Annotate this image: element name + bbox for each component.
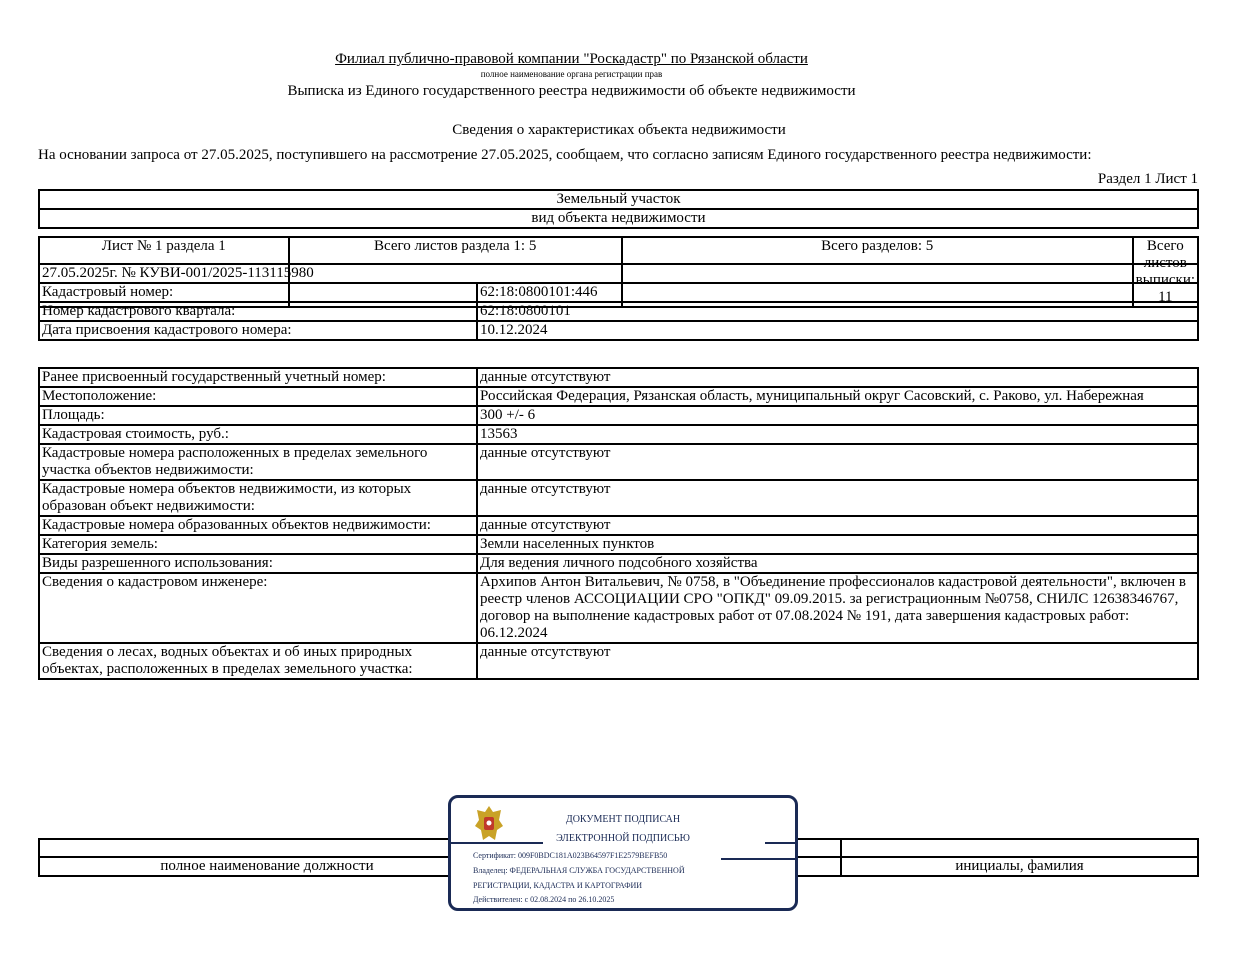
name-caption: инициалы, фамилия — [841, 857, 1198, 876]
field-label: Площадь: — [39, 406, 477, 425]
field-label: Сведения о лесах, водных объектах и об иных природных объектах, расположенных в пределах земельного участка: — [39, 643, 477, 679]
position-caption: полное наименование должности — [39, 857, 495, 876]
stamp-line2: ЭЛЕКТРОННОЙ ПОДПИСЬЮ — [556, 833, 690, 844]
field-label: Сведения о кадастровом инженере: — [39, 573, 477, 643]
sections-total: Всего разделов: 5 — [622, 237, 1133, 307]
field-label: Кадастровый номер: — [39, 283, 477, 302]
field-value: Российская Федерация, Рязанская область, муниципальный округ Сасовский, с. Раково, ул. Набережная — [477, 387, 1198, 406]
stamp-owner: Владелец: ФЕДЕРАЛЬНАЯ СЛУЖБА ГОСУДАРСТВЕННОЙ — [473, 866, 685, 875]
field-label: Виды разрешенного использования: — [39, 554, 477, 573]
field-value: 13563 — [477, 425, 1198, 444]
section-title: Сведения о характеристиках объекта недвижимости — [452, 122, 786, 138]
stamp-validity: Действителен: с 02.08.2024 по 26.10.2025 — [473, 895, 615, 904]
stamp-rule — [765, 842, 795, 844]
field-label: Категория земель: — [39, 535, 477, 554]
name-cell — [841, 839, 1198, 857]
object-type-table — [38, 189, 1199, 229]
section-sheets-total: Всего листов раздела 1: 5 — [289, 237, 622, 307]
cadastral-quarter: 62:18:0800101 — [477, 302, 1198, 321]
field-value: Земли населенных пунктов — [477, 535, 1198, 554]
field-label: Ранее присвоенный государственный учетный номер: — [39, 368, 477, 387]
field-label: Кадастровая стоимость, руб.: — [39, 425, 477, 444]
field-label: Дата присвоения кадастрового номера: — [39, 321, 477, 340]
field-label: Кадастровые номера объектов недвижимости, из которых образован объект недвижимости: — [39, 480, 477, 516]
stamp-owner: РЕГИСТРАЦИИ, КАДАСТРА И КАРТОГРАФИИ — [473, 881, 643, 890]
assignment-date: 10.12.2024 — [477, 321, 1198, 340]
org-name: Филиал публично-правовой компании "Роскадастр" по Рязанской области — [335, 51, 808, 67]
characteristics-table — [38, 367, 1199, 680]
org-caption: полное наименование органа регистрации прав — [480, 69, 663, 79]
field-label: Местоположение: — [39, 387, 477, 406]
field-value: данные отсутствуют — [477, 516, 1198, 535]
field-label: Кадастровые номера образованных объектов недвижимости: — [39, 516, 477, 535]
intro-text: На основании запроса от 27.05.2025, поступившего на рассмотрение 27.05.2025, сообщаем, что согласно записям Единого государственного реестра недвижимости: — [38, 147, 1092, 163]
field-value: Для ведения личного подсобного хозяйства — [477, 554, 1198, 573]
sheet-number: Лист № 1 раздела 1 — [39, 237, 289, 307]
field-value: Архипов Антон Витальевич, № 0758, в "Объединение профессионалов кадастровой деятельности", включен в реестр членов АССОЦИАЦИИ СРО "ОПКД" 09.09.2015. за регистрационным №0758, СНИЛС 12638346767, договор на выполнение кадастровых работ от 07.08.2024 № 191, дата завершения кадастровых работ: 06.12.2024 — [477, 573, 1198, 643]
document-number: 27.05.2025г. № КУВИ-001/2025-113115980 — [39, 264, 1198, 283]
identification-table — [38, 263, 1199, 341]
field-value: данные отсутствуют — [477, 480, 1198, 516]
position-cell — [39, 839, 495, 857]
cadastral-number: 62:18:0800101:446 — [477, 283, 1198, 302]
stamp-line1: ДОКУМЕНТ ПОДПИСАН — [565, 814, 681, 825]
stamp-rule — [721, 858, 795, 860]
field-value: данные отсутствуют — [477, 444, 1198, 480]
extract-sheets-total: Всего листов выписки: 11 — [1133, 237, 1198, 307]
object-type: Земельный участок — [39, 190, 1198, 209]
field-value: данные отсутствуют — [477, 368, 1198, 387]
sheet-reference: Раздел 1 Лист 1 — [1097, 171, 1198, 187]
field-value: 300 +/- 6 — [477, 406, 1198, 425]
field-label: Номер кадастрового квартала: — [39, 302, 477, 321]
field-value: данные отсутствуют — [477, 643, 1198, 679]
stamp-rule — [451, 842, 543, 844]
document-title: Выписка из Единого государственного реестра недвижимости об объекте недвижимости — [287, 83, 856, 99]
object-type-caption: вид объекта недвижимости — [39, 209, 1198, 228]
field-label: Кадастровые номера расположенных в пределах земельного участка объектов недвижимости: — [39, 444, 477, 480]
electronic-signature-stamp — [448, 795, 798, 911]
stamp-certificate: Сертификат: 009F0BDC181A023B64597F1E2579BEFB50 — [473, 851, 668, 860]
